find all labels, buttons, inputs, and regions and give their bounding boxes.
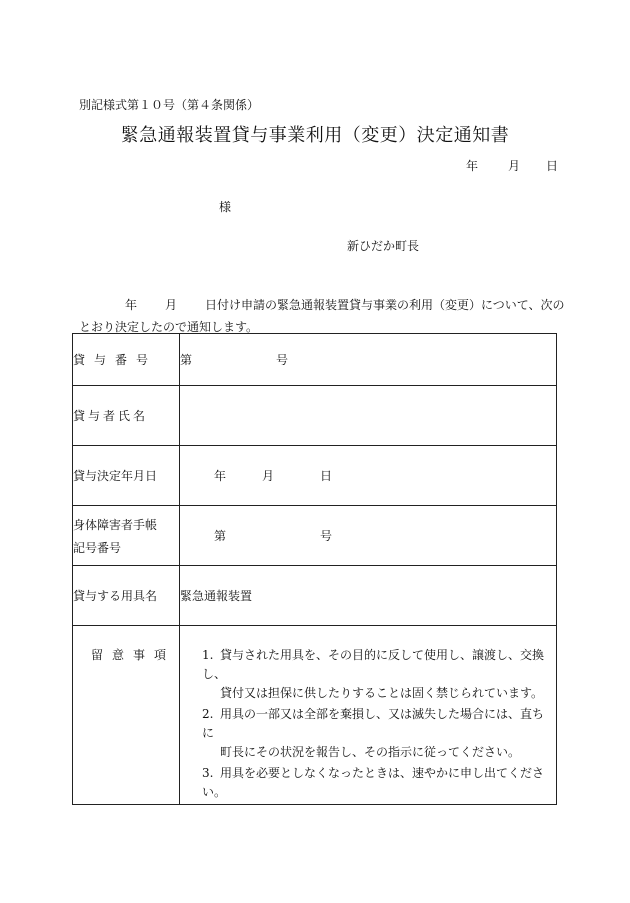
form-number: 別記様式第１０号（第４条関係） xyxy=(79,98,260,112)
value-notes xyxy=(180,626,557,805)
label-borrower-name: 貸与者氏名 xyxy=(73,386,180,446)
label-handbook xyxy=(73,506,180,566)
issue-date xyxy=(466,157,558,174)
intro-year: 年 xyxy=(125,298,138,312)
value-borrower-name xyxy=(180,386,557,446)
label-decision-date: 貸与決定年月日 xyxy=(73,446,180,506)
value-loan-number xyxy=(180,334,557,386)
loan-number-suffix: 号 xyxy=(276,353,289,367)
decision-table xyxy=(72,333,557,805)
handbook-suffix: 号 xyxy=(320,529,333,543)
intro-month: 月 xyxy=(165,298,178,312)
row-handbook xyxy=(73,506,557,566)
value-decision-date xyxy=(180,446,557,506)
document-title: 緊急通報装置貸与事業利用（変更）決定通知書 xyxy=(120,125,510,146)
label-notes: 留意事項 xyxy=(73,626,180,805)
intro-line-1 xyxy=(79,296,565,313)
issuer: 新ひだか町長 xyxy=(347,239,420,253)
note-item: 3. 用具を必要としなくなったときは、速やかに申し出てください。 xyxy=(202,766,545,799)
row-loan-number xyxy=(73,334,557,386)
row-decision-date xyxy=(73,446,557,506)
intro-text: 日付け申請の緊急通報装置貸与事業の利用（変更）について、次の xyxy=(205,298,565,312)
note-item: 2. 用具の一部又は全部を棄損し、又は滅失した場合には、直ちに 町長にその状況を報告し、その指示に従ってください。 xyxy=(202,707,545,759)
row-notes xyxy=(73,626,557,805)
label-equipment: 貸与する用具名 xyxy=(73,566,180,626)
row-borrower-name xyxy=(73,386,557,446)
decision-date-day: 日 xyxy=(320,469,333,483)
decision-date-year: 年 xyxy=(214,469,227,483)
label-loan-number: 貸与番号 xyxy=(73,334,180,386)
loan-number-prefix: 第 xyxy=(180,353,193,367)
issue-date-month: 月 xyxy=(508,159,521,173)
handbook-prefix: 第 xyxy=(214,529,227,543)
issue-date-year: 年 xyxy=(466,159,479,173)
issue-date-day: 日 xyxy=(546,159,559,173)
addressee-suffix: 様 xyxy=(219,200,232,214)
intro-line-2: とおり決定したので通知します。 xyxy=(79,320,259,334)
value-handbook xyxy=(180,506,557,566)
label-handbook-line1: 身体障害者手帳 xyxy=(73,517,158,532)
row-equipment xyxy=(73,566,557,626)
label-handbook-line2: 記号番号 xyxy=(73,540,122,555)
value-equipment: 緊急通報装置 xyxy=(180,566,557,626)
note-item: 1. 貸与された用具を、その目的に反して使用し、譲渡し、交換し、 貸付又は担保に供したりすることは固く禁じられています。 xyxy=(202,648,545,700)
decision-date-month: 月 xyxy=(262,469,275,483)
